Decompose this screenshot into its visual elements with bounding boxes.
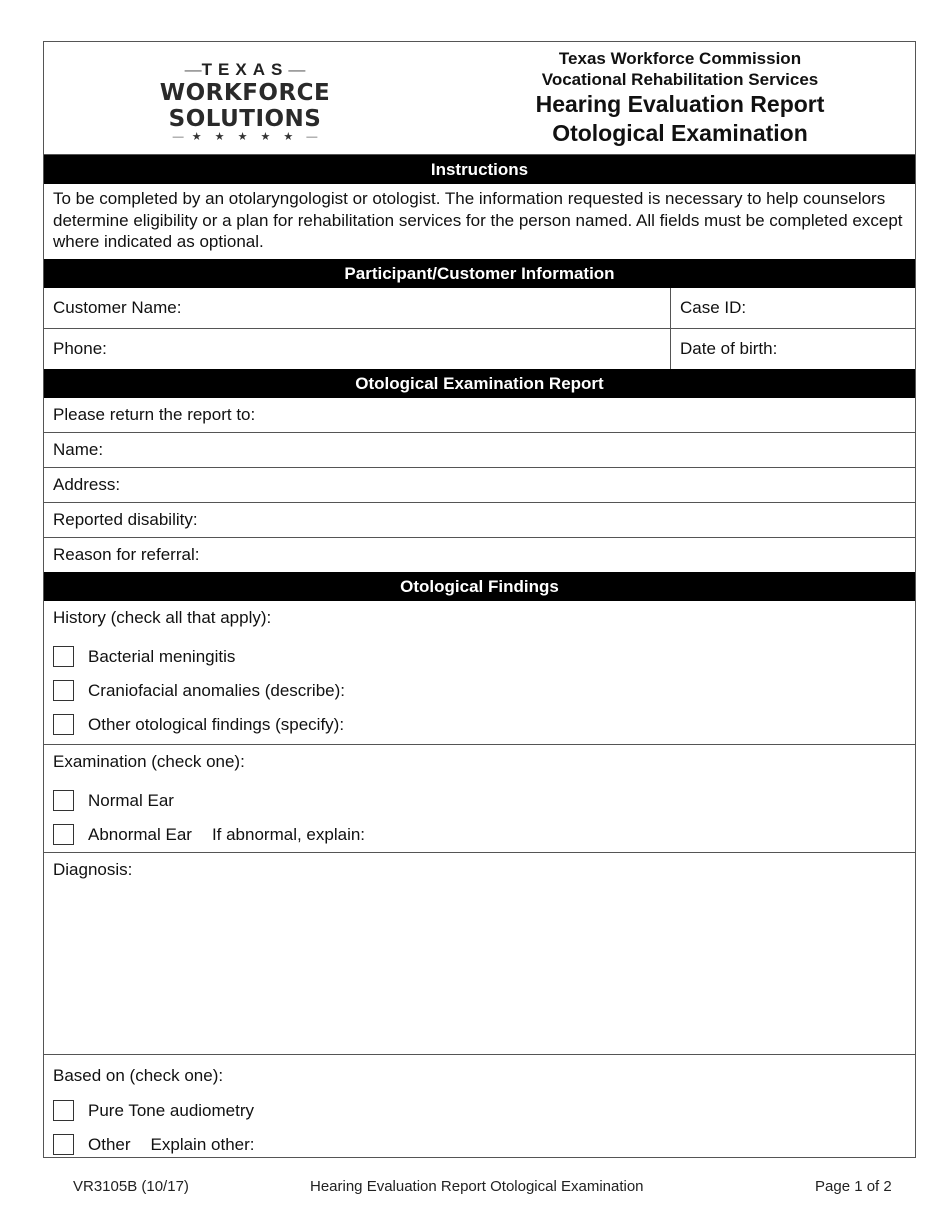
exam-abnormal-option[interactable]: Abnormal Ear If abnormal, explain: — [44, 818, 915, 852]
diagnosis-label: Diagnosis: — [53, 859, 133, 879]
explain-other-label: Explain other: — [150, 1134, 255, 1154]
texas-workforce-logo: —TEXAS— WORKFORCE SOLUTIONS — ★ ★ ★ ★ ★ — — [92, 60, 398, 136]
customer-row — [44, 288, 915, 328]
return-to-label: Please return the report to: — [44, 398, 915, 433]
checkbox[interactable] — [53, 680, 74, 701]
phone-row — [44, 328, 915, 369]
dob-field[interactable]: Date of birth: — [680, 338, 778, 358]
exam-label: Examination (check one): — [53, 751, 245, 771]
checkbox[interactable] — [53, 1134, 74, 1155]
history-section — [44, 601, 915, 745]
based-on-label: Based on (check one): — [53, 1065, 224, 1085]
participant-fields — [44, 288, 915, 369]
history-option[interactable]: Other otological findings (specify): — [44, 708, 915, 742]
examination-section — [44, 745, 915, 853]
abnormal-explain-label: If abnormal, explain: — [211, 824, 366, 844]
based-on-section — [44, 1055, 915, 1163]
findings-heading: Otological Findings — [44, 572, 915, 601]
form-id: VR3105B (10/17) — [73, 1178, 189, 1195]
header-titles — [480, 48, 880, 148]
form-header — [44, 42, 915, 155]
checkbox[interactable] — [53, 790, 74, 811]
report-heading: Otological Examination Report — [44, 369, 915, 398]
logo-top-text: TEXAS — [201, 60, 289, 79]
page-number: Page 1 of 2 — [815, 1178, 892, 1195]
exam-normal-option[interactable]: Normal Ear — [44, 784, 915, 818]
history-option[interactable]: Bacterial meningitis — [44, 640, 915, 674]
referral-reason-field[interactable]: Reason for referral: — [53, 544, 200, 564]
participant-heading: Participant/Customer Information — [44, 259, 915, 288]
checkbox[interactable] — [53, 1100, 74, 1121]
footer-title: Hearing Evaluation Report Otological Examination — [310, 1178, 644, 1195]
based-other-option[interactable]: Other Explain other: — [44, 1128, 915, 1162]
return-address-field[interactable]: Address: — [44, 468, 915, 503]
checkbox[interactable] — [53, 824, 74, 845]
diagnosis-section[interactable] — [44, 853, 915, 1055]
division-name: Vocational Rehabilitation Services — [541, 70, 819, 89]
logo-stars: ★ ★ ★ ★ ★ — [191, 131, 299, 143]
customer-name-field[interactable]: Customer Name: — [44, 288, 671, 328]
instructions-text: To be completed by an otolaryngologist or otologist. The information requested is necessary to help counselors determine eligibility or a plan for rehabilitation services for the person named. All fields must be completed except where indicated as optional. — [53, 189, 903, 251]
return-name-field[interactable]: Name: — [44, 433, 915, 468]
reported-disability-field[interactable]: Reported disability: — [44, 503, 915, 538]
checkbox[interactable] — [53, 646, 74, 667]
history-label: History (check all that apply): — [53, 607, 272, 627]
based-pure-tone-option[interactable]: Pure Tone audiometry — [44, 1094, 915, 1128]
phone-field[interactable]: Phone: — [44, 329, 671, 369]
checkbox[interactable] — [53, 714, 74, 735]
case-id-field[interactable]: Case ID: — [680, 297, 747, 317]
form — [43, 41, 916, 1158]
page-title: Hearing Evaluation Report — [535, 91, 825, 117]
logo-main-text: WORKFORCE SOLUTIONS — [159, 80, 331, 132]
page-subtitle: Otological Examination — [552, 120, 808, 146]
history-option[interactable]: Craniofacial anomalies (describe): — [44, 674, 915, 708]
agency-name: Texas Workforce Commission — [558, 49, 802, 68]
instructions-heading: Instructions — [44, 155, 915, 184]
